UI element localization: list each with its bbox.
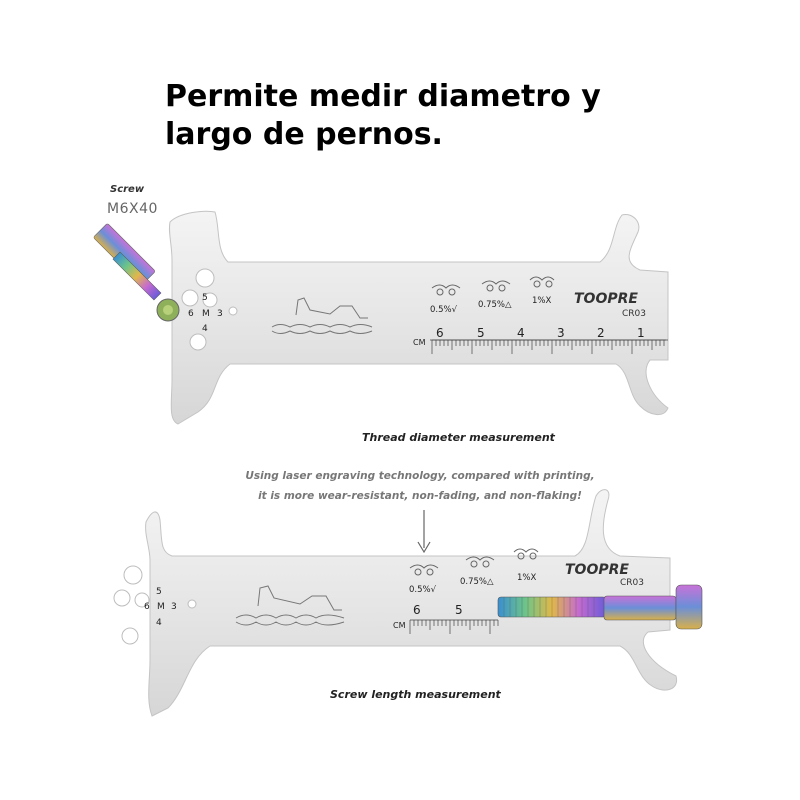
engraving-note [200, 466, 640, 506]
bottom-model-number: CR03 [620, 578, 644, 588]
top-wear-mark-1: 0.75%△ [478, 300, 512, 310]
screw-size: M6X40 [107, 201, 158, 217]
bottom-caption: Screw length measurement [330, 688, 501, 701]
top-hole-label-5: 5 [202, 293, 208, 303]
top-ruler-num-5: 5 [477, 326, 485, 340]
bottom-hole-label-5: 5 [156, 587, 162, 597]
top-ruler-num-3: 3 [557, 326, 565, 340]
top-brand-logo: TOOPRE [574, 291, 638, 307]
screw-label: Screw [110, 184, 145, 195]
top-hole-label-3: 3 [217, 309, 223, 319]
bottom-brand-logo: TOOPRE [565, 562, 629, 578]
top-hole-label-6: 6 [188, 309, 194, 319]
bottom-ruler-num-6: 6 [413, 603, 421, 617]
bottom-wear-mark-0: 0.5%√ [409, 585, 437, 595]
engraving-note-line-1: Using laser engraving technology, compared with printing, [245, 470, 595, 482]
engraving-note-line-2: it is more wear-resistant, non-fading, and non-flaking! [258, 490, 582, 502]
top-hole-label-4: 4 [202, 324, 208, 334]
bottom-hole-label-4: 4 [156, 618, 162, 628]
screw-thread-diameter [93, 223, 179, 321]
top-wear-mark-0: 0.5%√ [430, 305, 458, 315]
top-ruler-num-1: 1 [637, 326, 645, 340]
bottom-ruler-unit: CM [393, 621, 406, 630]
bottom-hole-label-m: M [157, 602, 165, 612]
top-ruler-num-6: 6 [436, 326, 444, 340]
bottom-hole-label-6: 6 [144, 602, 150, 612]
bottom-wear-mark-2: 1%X [517, 573, 537, 583]
top-hole-label-m: M [202, 309, 210, 319]
top-model-number: CR03 [622, 309, 646, 319]
bottom-hole-label-3: 3 [171, 602, 177, 612]
top-caption: Thread diameter measurement [362, 431, 555, 444]
top-gauge-body [169, 211, 668, 424]
headline: Permite medir diametro y largo de pernos. [165, 79, 601, 152]
top-ruler-num-4: 4 [517, 326, 525, 340]
top-wear-mark-2: 1%X [532, 296, 552, 306]
bottom-ruler-num-5: 5 [455, 603, 463, 617]
bottom-wear-mark-1: 0.75%△ [460, 577, 494, 587]
top-ruler-num-2: 2 [597, 326, 605, 340]
top-ruler-unit: CM [413, 338, 426, 347]
